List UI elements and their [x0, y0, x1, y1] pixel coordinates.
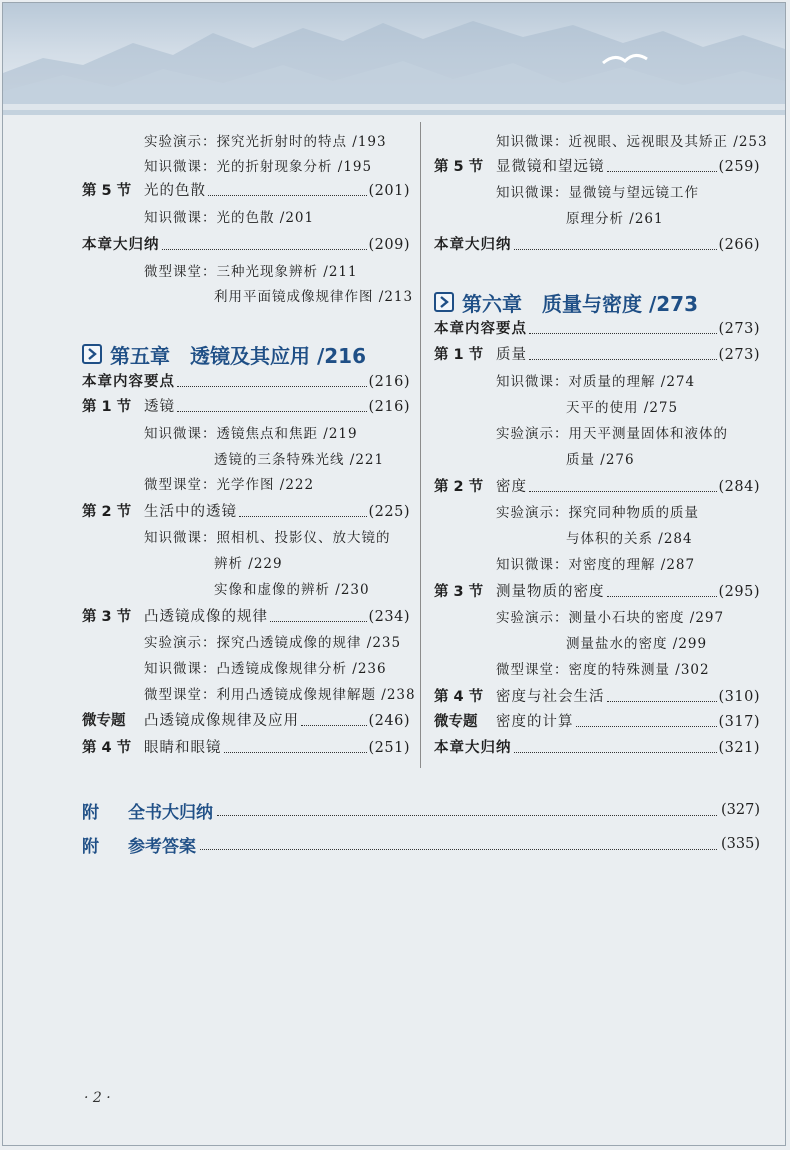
page-number: · 2 · — [84, 1090, 111, 1106]
section-label: 微专题 — [82, 713, 126, 729]
chapter-heading — [82, 337, 366, 371]
section-title: 密度与社会生活 — [496, 689, 605, 705]
chapter-title: 第五章 透镜及其应用 /216 — [110, 343, 367, 368]
section-title: 生活中的透镜 — [144, 504, 237, 520]
appendix-entry[interactable] — [82, 796, 760, 824]
toc-entry[interactable] — [82, 500, 410, 524]
section-title: 光的色散 — [144, 183, 206, 199]
section-title: 凸透镜成像的规律 — [144, 609, 268, 625]
dot-leader — [177, 411, 367, 412]
section-label: 第 5 节 — [434, 159, 484, 175]
toc-entry[interactable] — [82, 709, 410, 733]
page-ref: (201) — [368, 183, 410, 199]
appendix-title: 参考答案 — [128, 836, 196, 857]
dot-leader — [514, 752, 717, 753]
section-title: 本章大归纳 — [434, 237, 512, 253]
toc-sub-item[interactable]: 微型课堂：三种光现象辨析 /211 — [144, 264, 358, 280]
dot-leader — [301, 725, 367, 726]
toc-entry[interactable] — [434, 736, 760, 760]
page-ref: (284) — [718, 479, 760, 495]
section-label: 第 1 节 — [434, 347, 484, 363]
section-title: 密度的计算 — [496, 714, 574, 730]
toc-sub-item[interactable]: 质量 /276 — [566, 452, 635, 468]
page-ref: (321) — [718, 740, 760, 756]
appendix-title: 全书大归纳 — [128, 802, 213, 823]
dot-leader — [576, 726, 717, 727]
mountain-landscape-icon — [3, 3, 785, 115]
toc-entry[interactable] — [434, 475, 760, 499]
section-label: 第 4 节 — [82, 740, 132, 756]
toc-sub-item[interactable]: 实验演示：探究同种物质的质量 — [496, 505, 699, 521]
page-ref: (234) — [368, 609, 410, 625]
section-label: 第 5 节 — [82, 183, 132, 199]
toc-sub-item[interactable]: 知识微课：透镜焦点和焦距 /219 — [144, 426, 358, 442]
chevron-right-icon — [434, 292, 454, 312]
toc-sub-item[interactable]: 知识微课：光的色散 /201 — [144, 210, 315, 226]
column-divider — [420, 122, 421, 768]
appendix-entry[interactable] — [82, 830, 760, 858]
page-ref: (251) — [368, 740, 410, 756]
dot-leader — [239, 516, 367, 517]
toc-sub-item[interactable]: 天平的使用 /275 — [566, 400, 679, 416]
section-label: 第 2 节 — [82, 504, 132, 520]
section-title: 眼睛和眼镜 — [144, 740, 222, 756]
section-title: 本章大归纳 — [434, 740, 512, 756]
toc-sub-item[interactable]: 微型课堂：光学作图 /222 — [144, 477, 315, 493]
dot-leader — [529, 333, 717, 334]
dot-leader — [217, 815, 717, 816]
page-ref: (209) — [368, 237, 410, 253]
toc-entry[interactable] — [434, 155, 760, 179]
section-title: 本章内容要点 — [82, 374, 175, 390]
chapter-title: 第六章 质量与密度 /273 — [462, 291, 699, 316]
section-title: 密度 — [496, 479, 527, 495]
page-ref: (273) — [718, 321, 760, 337]
page-ref: (246) — [368, 713, 410, 729]
toc-sub-item[interactable]: 知识微课：凸透镜成像规律分析 /236 — [144, 661, 387, 677]
page-ref: (216) — [368, 399, 410, 415]
dot-leader — [529, 359, 717, 360]
section-label: 第 3 节 — [434, 584, 484, 600]
toc-sub-item[interactable]: 微型课堂：密度的特殊测量 /302 — [496, 662, 710, 678]
appendix-label: 附 — [82, 802, 99, 823]
toc-sub-item[interactable]: 原理分析 /261 — [566, 211, 664, 227]
section-label: 微专题 — [434, 714, 478, 730]
dot-leader — [162, 249, 367, 250]
dot-leader — [514, 249, 717, 250]
toc-entry[interactable] — [82, 395, 410, 419]
toc-entry[interactable] — [434, 580, 760, 604]
page-ref: (259) — [718, 159, 760, 175]
toc-entry[interactable] — [434, 343, 760, 367]
page-ref: (317) — [718, 714, 760, 730]
toc-sub-item[interactable]: 实验演示：用天平测量固体和液体的 — [496, 426, 728, 442]
section-title: 质量 — [496, 347, 527, 363]
section-title: 显微镜和望远镜 — [496, 159, 605, 175]
toc-sub-item[interactable]: 透镜的三条特殊光线 /221 — [214, 452, 385, 468]
toc-entry[interactable] — [82, 605, 410, 629]
toc-entry[interactable] — [434, 710, 760, 734]
toc-entry[interactable] — [82, 736, 410, 760]
dot-leader — [607, 701, 717, 702]
toc-sub-item[interactable]: 实验演示：探究光折射时的特点 /193 — [144, 134, 387, 150]
toc-sub-item[interactable]: 知识微课：显微镜与望远镜工作 — [496, 185, 699, 201]
toc-sub-item[interactable]: 利用平面镜成像规律作图 /213 — [214, 289, 414, 305]
section-label: 第 4 节 — [434, 689, 484, 705]
page-ref: (266) — [718, 237, 760, 253]
toc-sub-item[interactable]: 测量盐水的密度 /299 — [566, 636, 708, 652]
page-ref: (327) — [721, 802, 760, 818]
toc-sub-item[interactable]: 与体积的关系 /284 — [566, 531, 693, 547]
dot-leader — [200, 849, 717, 850]
section-title: 本章内容要点 — [434, 321, 527, 337]
toc-sub-item[interactable]: 实验演示：探究凸透镜成像的规律 /235 — [144, 635, 402, 651]
dot-leader — [208, 195, 367, 196]
dot-leader — [177, 386, 367, 387]
section-label: 第 1 节 — [82, 399, 132, 415]
toc-entry[interactable] — [82, 233, 410, 257]
toc-sub-item[interactable]: 知识微课：光的折射现象分析 /195 — [144, 159, 373, 175]
page-ref: (335) — [721, 836, 760, 852]
dot-leader — [607, 171, 717, 172]
section-title: 凸透镜成像规律及应用 — [144, 713, 299, 729]
toc-entry[interactable] — [434, 233, 760, 257]
toc-sub-item[interactable]: 辨析 /229 — [214, 556, 283, 572]
toc-sub-item[interactable]: 知识微课：对质量的理解 /274 — [496, 374, 696, 390]
toc-sub-item[interactable]: 微型课堂：利用凸透镜成像规律解题 /238 — [144, 687, 416, 703]
toc-sub-item[interactable]: 知识微课：照相机、投影仪、放大镜的 — [144, 530, 391, 546]
section-label: 第 3 节 — [82, 609, 132, 625]
toc-entry[interactable] — [434, 317, 760, 341]
chapter-heading — [434, 285, 698, 319]
header-banner — [3, 3, 785, 115]
toc-entry[interactable] — [434, 685, 760, 709]
page-ref: (295) — [718, 584, 760, 600]
page-ref: (216) — [368, 374, 410, 390]
dot-leader — [529, 491, 717, 492]
toc-entry[interactable] — [82, 179, 410, 203]
dot-leader — [224, 752, 367, 753]
appendix-label: 附 — [82, 836, 99, 857]
section-title: 测量物质的密度 — [496, 584, 605, 600]
page-ref: (225) — [368, 504, 410, 520]
section-title: 透镜 — [144, 399, 175, 415]
toc-sub-item[interactable]: 知识微课：近视眼、远视眼及其矫正 /253 — [496, 134, 768, 150]
toc-entry[interactable] — [82, 370, 410, 394]
toc-sub-item[interactable]: 实像和虚像的辨析 /230 — [214, 582, 370, 598]
page-ref: (310) — [718, 689, 760, 705]
toc-sub-item[interactable]: 实验演示：测量小石块的密度 /297 — [496, 610, 725, 626]
dot-leader — [270, 621, 367, 622]
dot-leader — [607, 596, 717, 597]
page-ref: (273) — [718, 347, 760, 363]
toc-sub-item[interactable]: 知识微课：对密度的理解 /287 — [496, 557, 696, 573]
section-title: 本章大归纳 — [82, 237, 160, 253]
section-label: 第 2 节 — [434, 479, 484, 495]
chevron-right-icon — [82, 344, 102, 364]
